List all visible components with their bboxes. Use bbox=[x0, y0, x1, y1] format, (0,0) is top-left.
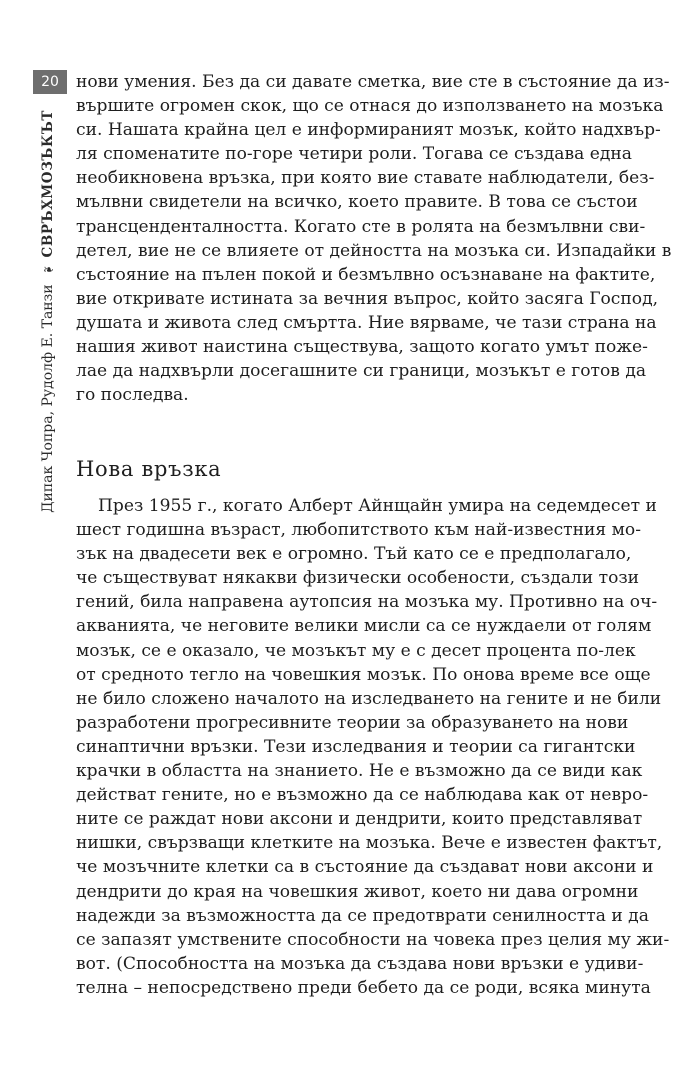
text-line: шест годишна възраст, любопитството към най-известния мо- bbox=[76, 520, 641, 541]
running-head-book-title: СВРЪХМОЗЪКЪТ bbox=[40, 110, 56, 258]
section-heading: Нова връзка bbox=[76, 457, 222, 481]
text-line: действат гените, но е възможно да се наблюдава как от невро- bbox=[76, 785, 649, 806]
text-line: разработени прогресивните теории за образуването на нови bbox=[76, 712, 629, 733]
text-line: вот. (Способността на мозъка да създава нови връзки е удиви- bbox=[76, 953, 644, 974]
text-line: ните се раждат нови аксони и дендрити, които представляват bbox=[76, 809, 643, 830]
text-line: вършите огромен скок, що се отнася до използването на мозъка bbox=[76, 96, 664, 117]
paragraph-2 bbox=[76, 494, 670, 1000]
text-line: детел, вие не се влияете от дейността на мозъка си. Изпадайки в bbox=[76, 240, 672, 261]
text-line: го последва. bbox=[76, 385, 189, 406]
running-head bbox=[35, 110, 61, 675]
text-line: надежди за възможността да се предотврати сенилността и да bbox=[76, 905, 649, 926]
page-number: 20 bbox=[33, 70, 67, 94]
text-line: състояние на пълен покой и безмълвно осъзнаване на фактите, bbox=[76, 264, 656, 285]
text-line: трансценденталността. Когато сте в ролята на безмълвни сви- bbox=[76, 216, 646, 237]
text-line: лае да надхвърли досегашните си граници, мозъкът е готов да bbox=[76, 361, 647, 382]
text-line: се запазят умствените способности на човека през целия му жи- bbox=[76, 929, 670, 950]
text-line: че съществуват някакви физически особености, създали този bbox=[76, 568, 640, 589]
fleuron-ornament-icon: ❧ bbox=[42, 263, 54, 279]
text-line: мълвни свидетели на всичко, което правите. В това се състои bbox=[76, 192, 638, 213]
text-line: синаптични връзки. Тези изследвания и теории са гигантски bbox=[76, 736, 636, 757]
text-line: акванията, че неговите велики мисли са се нуждаели от голям bbox=[76, 616, 652, 637]
text-line: си. Нашата крайна цел е информираният мозък, който надхвър- bbox=[76, 120, 661, 141]
text-line: дендрити до края на човешкия живот, което ни дава огромни bbox=[76, 881, 639, 902]
text-line: необикновена връзка, при която вие ставате наблюдатели, без- bbox=[76, 168, 655, 189]
text-line: ля споменатите по-горе четири роли. Тогава се създава една bbox=[76, 144, 632, 165]
text-line: че мозъчните клетки са в състояние да създават нови аксони и bbox=[76, 857, 654, 878]
text-line: вие откривате истината за вечния въпрос, който засяга Господ, bbox=[76, 288, 659, 309]
text-line: нишки, свързващи клетките на мозъка. Вече е известен фактът, bbox=[76, 833, 663, 854]
text-line: През 1955 г., когато Алберт Айнщайн умира на седемдесет и bbox=[98, 496, 657, 516]
text-line: не било сложено началото на изследването на гените и не били bbox=[76, 688, 662, 709]
text-line: зък на двадесети век е огромно. Тъй като се е предполагало, bbox=[76, 544, 632, 565]
text-line: телна – непосредствено преди бебето да се роди, всяка минута bbox=[76, 977, 651, 998]
text-line: нови умения. Без да си давате сметка, вие сте в състояние да из- bbox=[76, 72, 670, 92]
text-line: душата и живота след смъртта. Ние вярваме, че тази страна на bbox=[76, 312, 657, 333]
text-line: мозък, се е оказало, че мозъкът му е с десет процента по-лек bbox=[76, 640, 636, 661]
text-line: гений, била направена аутопсия на мозъка му. Противно на оч- bbox=[76, 592, 658, 613]
text-line: от средното тегло на човешкия мозък. По онова време все още bbox=[76, 664, 651, 685]
paragraph-1 bbox=[76, 70, 672, 407]
text-line: нашия живот наистина съществува, защото когато умът поже- bbox=[76, 337, 648, 358]
text-line: крачки в областта на знанието. Не е възможно да се види как bbox=[76, 761, 643, 782]
running-head-authors: Дипак Чопра, Рудолф Е. Танзи bbox=[40, 284, 56, 513]
